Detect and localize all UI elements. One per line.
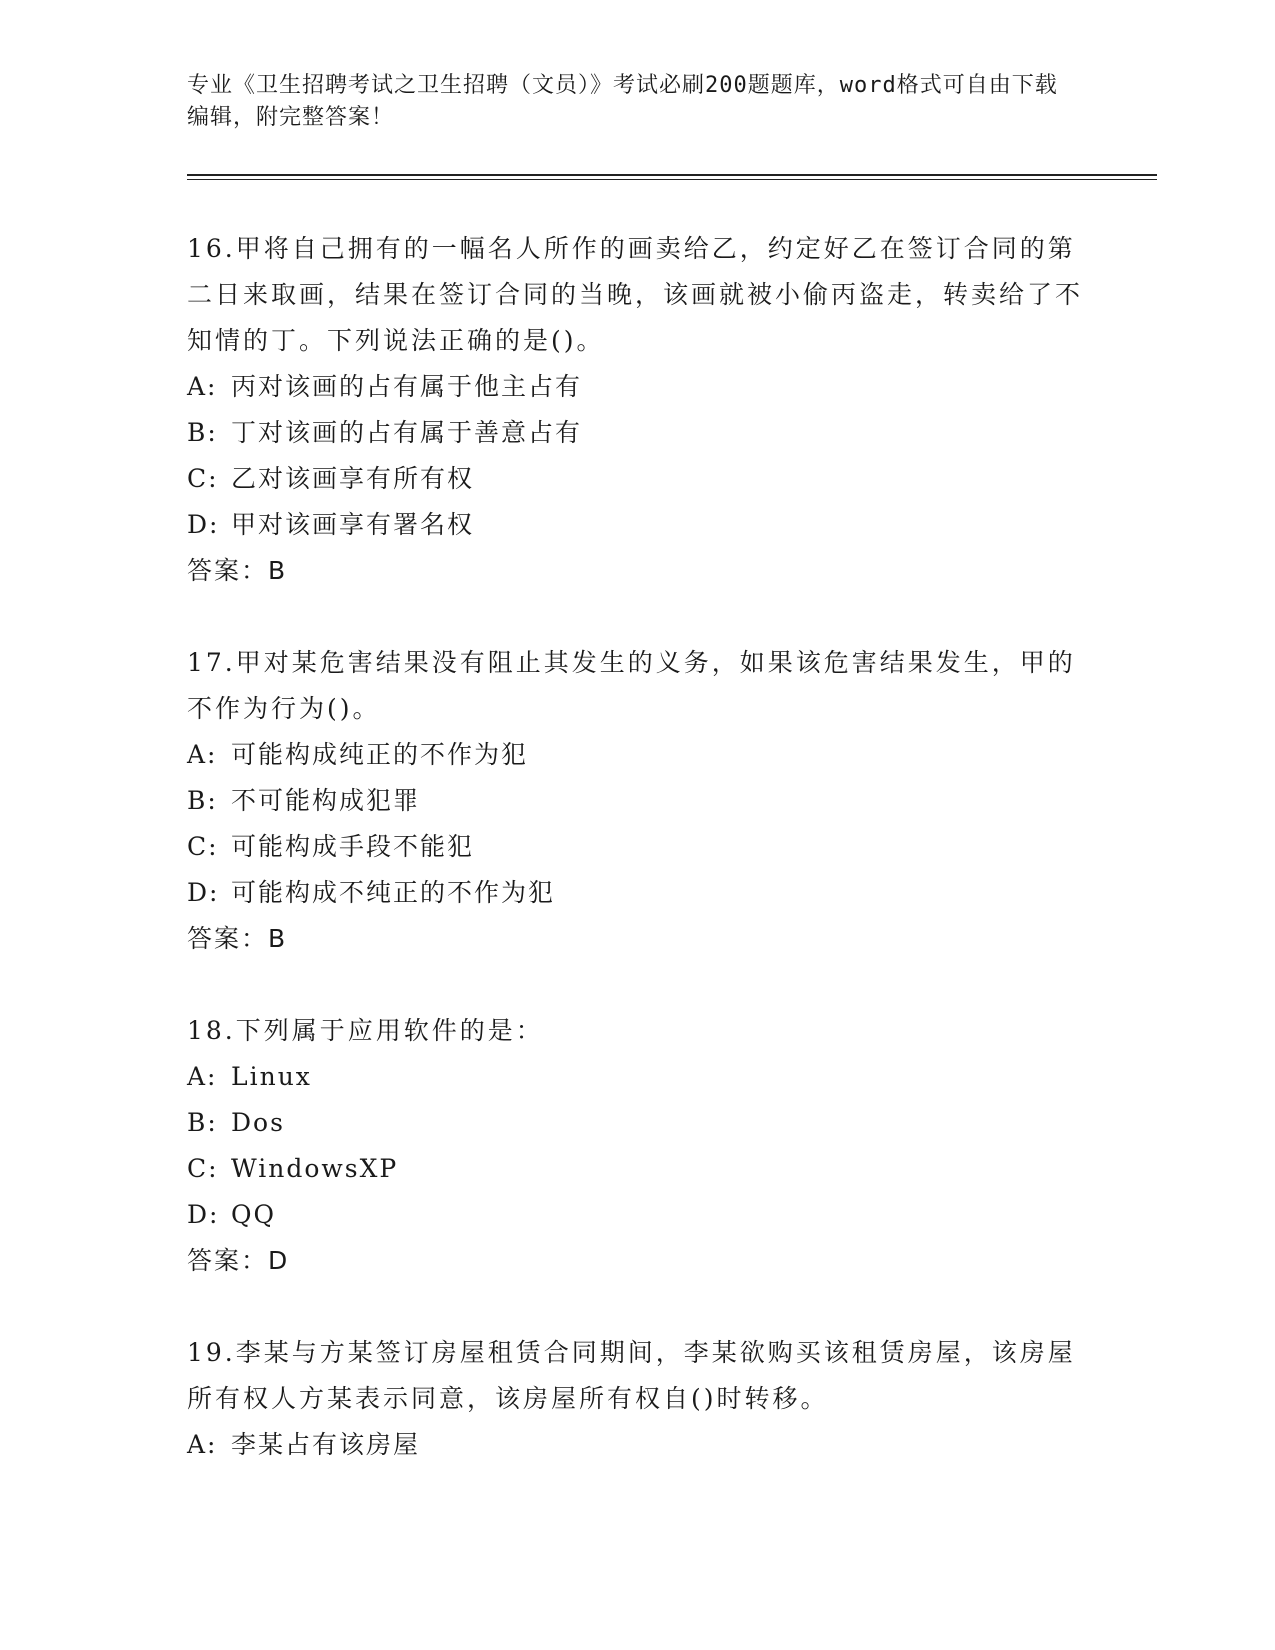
option-b xyxy=(187,1100,1157,1146)
option-key: D: xyxy=(187,1200,220,1229)
option-c xyxy=(187,824,1157,870)
answer-line: 答案：B xyxy=(187,924,288,953)
option-key: C: xyxy=(187,464,219,493)
option-key: A: xyxy=(187,740,218,769)
option-a xyxy=(187,1422,1157,1468)
option-key: D: xyxy=(187,878,220,907)
option-text: Linux xyxy=(231,1062,312,1091)
question-19 xyxy=(187,1330,1157,1468)
option-text: WindowsXP xyxy=(231,1154,399,1183)
option-key: B: xyxy=(187,786,218,815)
option-text: 不可能构成犯罪 xyxy=(231,786,421,815)
option-b xyxy=(187,410,1157,456)
option-key: B: xyxy=(187,418,218,447)
option-key: C: xyxy=(187,832,219,861)
option-key: A: xyxy=(187,372,218,401)
option-key: B: xyxy=(187,1108,218,1137)
question-stem: 18.下列属于应用软件的是： xyxy=(187,1016,544,1045)
option-key: C: xyxy=(187,1154,219,1183)
option-text: Dos xyxy=(231,1108,285,1137)
option-key: A: xyxy=(187,1062,218,1091)
question-stem: 16.甲将自己拥有的一幅名人所作的画卖给乙，约定好乙在签订合同的第二日来取画，结果在签订合同的当晚，该画就被小偷丙盗走，转卖给了不知情的丁。下列说法正确的是()。 xyxy=(187,234,1084,355)
option-c xyxy=(187,456,1157,502)
option-text: 可能构成纯正的不作为犯 xyxy=(231,740,529,769)
option-text: 甲对该画享有署名权 xyxy=(231,510,475,539)
document-page xyxy=(187,70,1157,1514)
option-text: 丁对该画的占有属于善意占有 xyxy=(231,418,583,447)
question-list xyxy=(187,226,1157,1468)
option-text: QQ xyxy=(231,1200,276,1229)
question-stem: 19.李某与方某签订房屋租赁合同期间，李某欲购买该租赁房屋，该房屋所有权人方某表示同意，该房屋所有权自()时转移。 xyxy=(187,1338,1076,1413)
option-text: 可能构成不纯正的不作为犯 xyxy=(231,878,556,907)
question-18 xyxy=(187,1008,1157,1284)
answer-line: 答案：B xyxy=(187,556,288,585)
option-b xyxy=(187,778,1157,824)
answer-line: 答案：D xyxy=(187,1246,290,1275)
option-c xyxy=(187,1146,1157,1192)
option-key: A: xyxy=(187,1430,218,1459)
option-d xyxy=(187,502,1157,548)
option-text: 李某占有该房屋 xyxy=(231,1430,421,1459)
option-text: 可能构成手段不能犯 xyxy=(231,832,475,861)
option-text: 乙对该画享有所有权 xyxy=(231,464,475,493)
option-d xyxy=(187,1192,1157,1238)
option-a xyxy=(187,732,1157,778)
option-key: D: xyxy=(187,510,220,539)
option-a xyxy=(187,364,1157,410)
header-divider xyxy=(187,174,1157,180)
question-stem: 17.甲对某危害结果没有阻止其发生的义务，如果该危害结果发生，甲的不作为行为()。 xyxy=(187,648,1076,723)
option-d xyxy=(187,870,1157,916)
option-a xyxy=(187,1054,1157,1100)
question-17 xyxy=(187,640,1157,962)
document-header: 专业《卫生招聘考试之卫生招聘（文员）》考试必刷200题题库，word格式可自由下载编辑，附完整答案！ xyxy=(187,73,1058,130)
question-16 xyxy=(187,226,1157,594)
option-text: 丙对该画的占有属于他主占有 xyxy=(231,372,583,401)
